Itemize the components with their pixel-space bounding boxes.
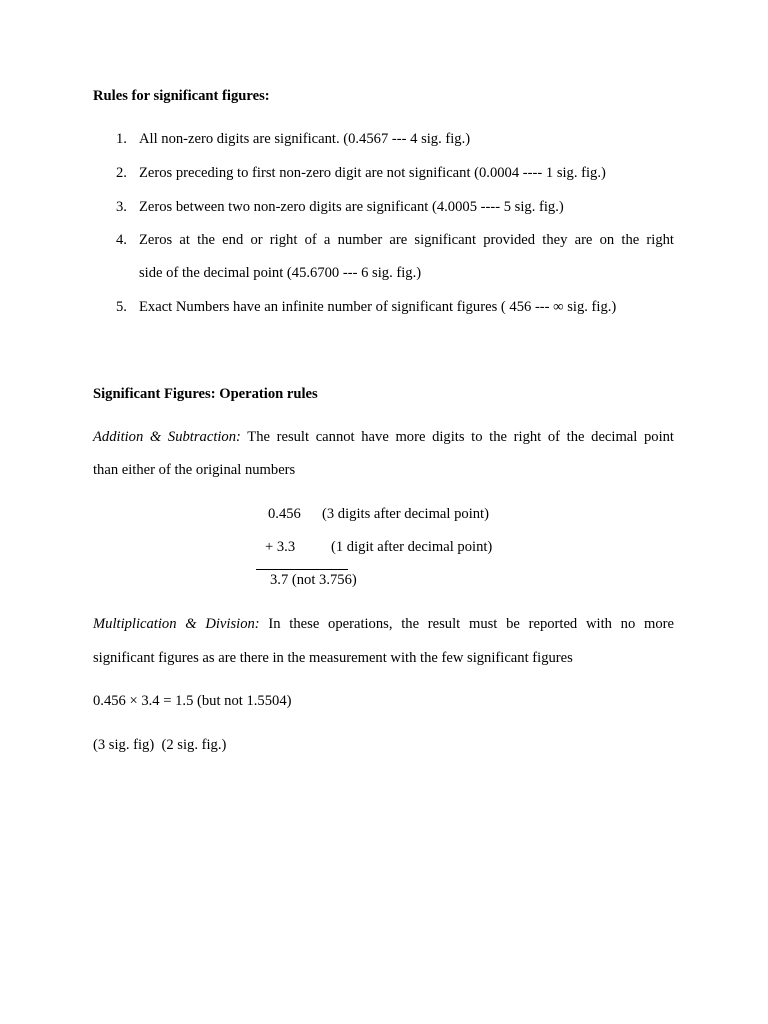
multiplication-example: 0.456 × 3.4 = 1.5 (but not 1.5504) bbox=[93, 693, 292, 709]
list-item: Exact Numbers have an infinite number of significant figures ( 456 --- ∞ sig. fig.) bbox=[139, 299, 617, 315]
multiplication-example-note: (3 sig. fig) (2 sig. fig.) bbox=[93, 737, 227, 753]
list-item-number: 4. bbox=[116, 232, 127, 248]
list-item: Zeros at the end or right of a number are significant provided they are on the right bbox=[139, 232, 674, 248]
example-operand-1-note: (3 digits after decimal point) bbox=[322, 506, 489, 522]
multiplication-text: In these operations, the result must be reported with no more bbox=[268, 616, 674, 632]
example-operand-2: + 3.3 bbox=[265, 539, 296, 555]
addition-term: Addition & Subtraction: bbox=[93, 429, 241, 445]
addition-paragraph-line1 bbox=[93, 429, 674, 446]
list-item-number: 3. bbox=[116, 199, 127, 215]
sum-underline bbox=[256, 569, 348, 570]
list-item-number: 2. bbox=[116, 165, 127, 181]
example-operand-1: 0.456 bbox=[268, 506, 301, 522]
multiplication-term: Multiplication & Division: bbox=[93, 616, 260, 632]
rules-heading: Rules for significant figures: bbox=[93, 88, 270, 104]
operations-heading: Significant Figures: Operation rules bbox=[93, 386, 318, 402]
list-item-number: 5. bbox=[116, 299, 127, 315]
example-result: 3.7 (not 3.756) bbox=[270, 572, 357, 588]
list-item: Zeros preceding to first non-zero digit are not significant (0.0004 ---- 1 sig. fig.) bbox=[139, 165, 606, 181]
list-item-number: 1. bbox=[116, 131, 127, 147]
multiplication-paragraph-line1 bbox=[93, 616, 674, 633]
addition-text: The result cannot have more digits to the right of the decimal point bbox=[247, 429, 674, 445]
addition-paragraph-line2: than either of the original numbers bbox=[93, 462, 296, 478]
list-item: All non-zero digits are significant. (0.4567 --- 4 sig. fig.) bbox=[139, 131, 471, 147]
multiplication-paragraph-line2: significant figures as are there in the measurement with the few significant figures bbox=[93, 650, 573, 666]
list-item-continuation: side of the decimal point (45.6700 --- 6 sig. fig.) bbox=[139, 265, 422, 281]
example-operand-2-note: (1 digit after decimal point) bbox=[331, 539, 493, 555]
list-item: Zeros between two non-zero digits are significant (4.0005 ---- 5 sig. fig.) bbox=[139, 199, 564, 215]
